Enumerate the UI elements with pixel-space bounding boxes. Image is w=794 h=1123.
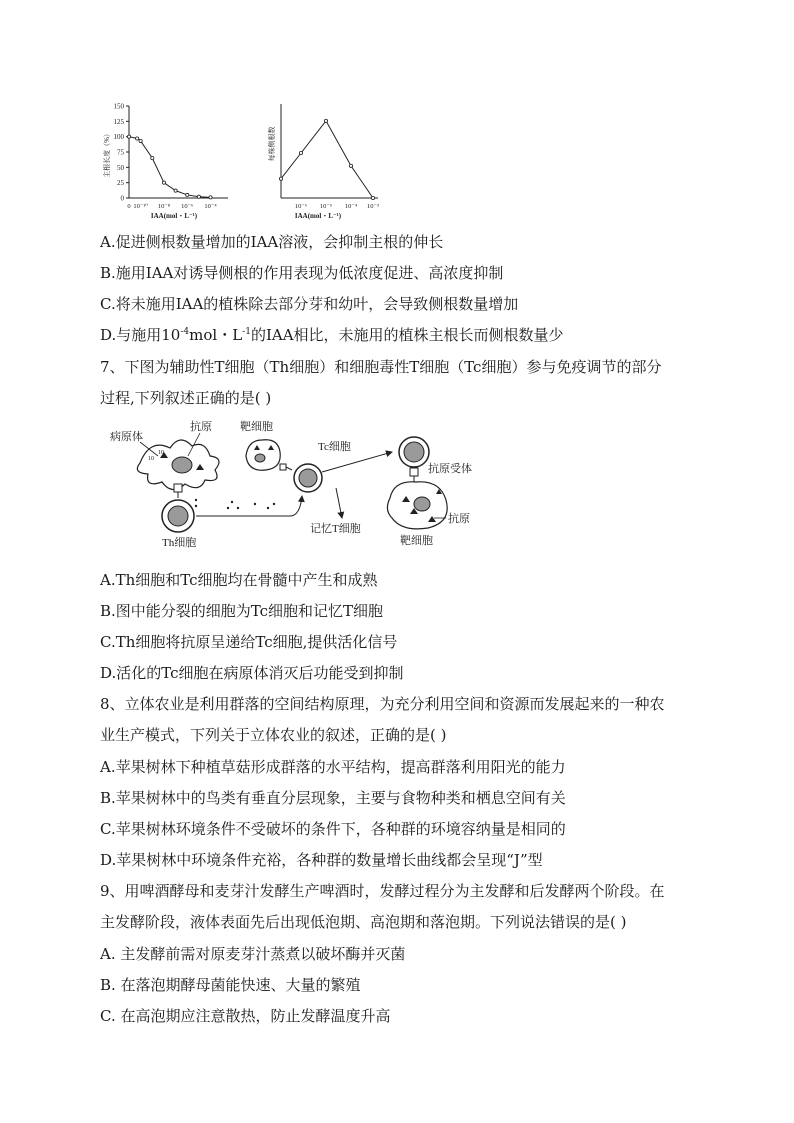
target-cell-right-label: 靶细胞: [400, 535, 433, 547]
q7-option-b: B.图中能分裂的细胞为Tc细胞和记忆T细胞: [100, 602, 384, 620]
svg-text:10: 10: [148, 456, 154, 462]
q8-option-b: B.苹果树林中的鸟类有垂直分层现象，主要与食物种类和栖息空间有关: [100, 789, 566, 807]
main-root-curve: [129, 137, 211, 198]
main-root-length-chart: [96, 98, 246, 222]
q8-option-d: D.苹果树林中环境条件充裕，各种群的数量增长曲线都会呈现“J”型: [100, 851, 543, 869]
chart2-point: [279, 177, 282, 180]
chart1-xtick-label: 0: [127, 203, 131, 210]
chart1-xtick-label: 10⁻⁴: [204, 203, 217, 210]
th-cell-label: Th细胞: [162, 537, 197, 549]
svg-text:10: 10: [158, 450, 164, 456]
chart1-xtick-label: 10⁻⁶: [181, 203, 194, 210]
q6d-prefix: D.与施用10: [100, 326, 181, 344]
q6d-exp: -4: [180, 327, 190, 337]
activated-tc-cell: [399, 437, 429, 482]
q7-stem-line2: 过程,下列叙述正确的是( ): [100, 389, 272, 407]
q9-option-b: B. 在落泡期酵母菌能快速、大量的繁殖: [100, 976, 361, 994]
chart2-xtick-label: 10⁻³: [367, 203, 379, 210]
memory-t-label: 记忆T细胞: [310, 523, 361, 535]
chart1-ylabel: 主根长度（%）: [103, 130, 111, 178]
q6d-mid: mol・L: [189, 326, 243, 344]
th-cell: [162, 500, 194, 532]
chart2-xtick-label: 10⁻⁶: [294, 203, 308, 210]
antigen-top-label: 抗原: [190, 421, 212, 433]
q6d-suffix: 的IAA相比，未施用的植株主根长而侧根数量少: [250, 326, 564, 344]
chart1-ytick-label: 150: [113, 102, 124, 111]
lateral-root-curve: [281, 121, 373, 198]
target-cell-top-label: 靶细胞: [240, 421, 273, 433]
q6-option-d: [100, 325, 564, 345]
antigen-right-label: 抗原: [448, 513, 470, 525]
chart2-point: [324, 119, 327, 122]
q7-stem-line1: 7、下图为辅助性T细胞（Th细胞）和细胞毒性T细胞（Tc细胞）参与免疫调节的部分: [100, 358, 662, 376]
q7-option-c: C.Th细胞将抗原呈递给Tc细胞,提供活化信号: [100, 633, 398, 651]
q8-option-a: A.苹果树林下种植草菇形成群落的水平结构，提高群落利用阳光的能力: [100, 758, 566, 776]
chart1-xlabel: IAA(mol・L⁻¹): [150, 212, 198, 220]
chart1-point: [139, 139, 142, 142]
antigen-presenting-cell: [137, 440, 219, 490]
chart1-ytick-label: 25: [117, 179, 124, 188]
q9-stem-line1: 9、用啤酒酵母和麦芽汁发酵生产啤酒时，发酵过程分为主发酵和后发酵两个阶段。在: [100, 882, 665, 900]
chart1-ytick-label: 100: [113, 133, 124, 142]
chart1-point: [186, 193, 189, 196]
chart1-point: [174, 189, 177, 192]
chart1-ytick-label: 125: [113, 117, 124, 126]
chart1-xtick-label: 10⁻¹⁰: [133, 203, 148, 210]
chart1-point: [136, 137, 139, 140]
pathogen-label: 病原体: [110, 431, 143, 443]
q8-stem-line1: 8、立体农业是利用群落的空间结构原理，为充分利用空间和资源而发展起来的一种农: [100, 695, 665, 713]
chart1-xtick-label: 10⁻⁸: [157, 203, 171, 210]
chart2-ylabel: 每株侧根数: [268, 126, 276, 162]
antigen-receptor-label: 抗原受体: [428, 463, 472, 475]
q6-option-c: C.将未施用IAA的植株除去部分芽和幼叶，会导致侧根数量增加: [100, 295, 519, 313]
chart1-point: [209, 196, 212, 199]
q9-option-c: C. 在高泡期应注意散热，防止发酵温度升高: [100, 1007, 391, 1025]
chart2-xtick-label: 10⁻⁵: [319, 203, 333, 210]
q8-stem-line2: 业生产模式，下列关于立体农业的叙述，正确的是( ): [100, 726, 447, 744]
q7-option-d: D.活化的Tc细胞在病原体消灭后功能受到抑制: [100, 664, 404, 682]
q9-stem-line2: 主发酵阶段，液体表面先后出现低泡期、高泡期和落泡期。下列说法错误的是( ): [100, 913, 627, 931]
chart2-xlabel: IAA(mol・L⁻¹): [294, 212, 342, 220]
lateral-root-count-chart: [268, 98, 398, 222]
immune-diagram: [110, 418, 500, 553]
chart1-point: [127, 135, 130, 138]
tc-cell: [294, 464, 322, 492]
tc-cell-label: Tc细胞: [318, 441, 351, 453]
chart1-point: [151, 157, 154, 160]
q6-option-a: A.促进侧根数量增加的IAA溶液，会抑制主根的伸长: [100, 233, 444, 251]
chart1-point: [197, 195, 200, 198]
chart2-point: [349, 164, 352, 167]
chart1-ytick-label: 50: [117, 163, 124, 172]
target-cell-top: [246, 440, 280, 470]
chart2-point: [371, 196, 374, 199]
chart1-point: [162, 181, 165, 184]
chart2-xtick-label: 10⁻⁴: [344, 203, 358, 210]
chart2-point: [299, 151, 302, 154]
q7-option-a: A.Th细胞和Tc细胞均在骨髓中产生和成熟: [100, 571, 378, 589]
chart1-ytick-label: 75: [117, 148, 124, 157]
q6d-exp2: -1: [242, 327, 251, 337]
target-cell-right: [387, 482, 447, 529]
chart1-ytick-label: 0: [120, 194, 124, 203]
q9-option-a: A. 主发酵前需对原麦芽汁蒸煮以破坏酶并灭菌: [100, 945, 406, 963]
q8-option-c: C.苹果树林环境条件不受破坏的条件下，各种群的环境容纳量是相同的: [100, 820, 566, 838]
q6-option-b: B.施用IAA对诱导侧根的作用表现为低浓度促进、高浓度抑制: [100, 264, 504, 282]
